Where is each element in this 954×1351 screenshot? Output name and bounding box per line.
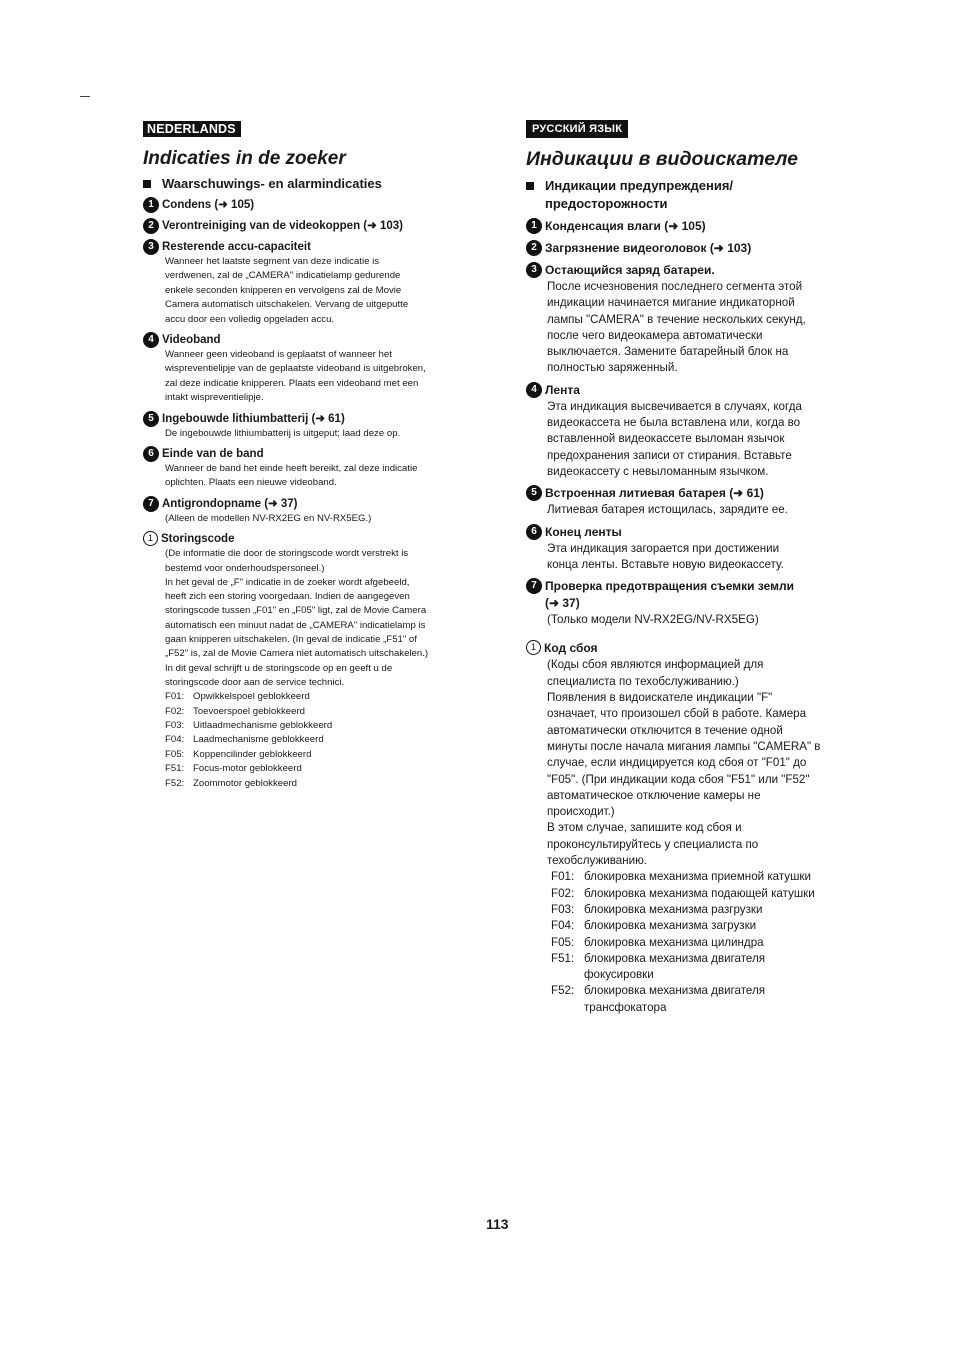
item-heading-text: Код сбоя [544, 641, 598, 656]
item-description: (Коды сбоя являются информацией для специалиста по техобслуживанию.) Появления в видоискателе индикации "F" означает, что произошел сбой в работе. Камера автоматически отключится в течение одной минуты после начала мигания лампы "CAMERA" в случае, если индицируется код сбоя от "F01" до "F05". (При индикации кода сбоя "F51" или "F52" автоматическое отключение камеры не происходит.) В этом случае, запишите код сбоя и проконсультируйтесь у специалиста по техобслуживанию. [547, 658, 821, 868]
section-heading [526, 177, 851, 213]
error-code: F02: [551, 886, 575, 900]
list-item [143, 496, 483, 526]
item-heading [143, 239, 483, 255]
error-code-meaning: блокировка механизма подающей катушки [584, 886, 815, 900]
error-code: F05: [165, 748, 185, 760]
error-code-row [165, 777, 483, 791]
item-heading [143, 531, 483, 547]
item-heading-text: Встроенная литиевая батарея (➜ 61) [545, 486, 764, 501]
page-title: Индикации в видоискателе [526, 148, 799, 170]
error-code: F03: [165, 720, 185, 732]
list-item [526, 485, 851, 518]
number-badge-icon: 3 [143, 239, 159, 255]
error-code: F52: [551, 984, 575, 998]
item-description: Эта индикация высвечивается в случаях, когда видеокассета не была вставлена или, когда во вставленной видеокассете выломан язычок предохранения записи от стирания. Вставьте видеокассету с невыломанным язычком. [547, 399, 802, 478]
error-code-section [526, 640, 851, 1016]
error-code-meaning: блокировка механизма загрузки [584, 919, 757, 933]
list-item [143, 411, 483, 441]
error-code: F01: [551, 870, 575, 884]
list-item [143, 197, 483, 213]
item-heading [143, 197, 483, 213]
number-badge-icon: 7 [526, 578, 542, 594]
error-code-meaning: блокировка механизма двигателя трансфокатора [584, 984, 766, 1014]
list-item [143, 239, 483, 327]
error-code: F01: [165, 691, 185, 703]
error-code-row [551, 951, 851, 984]
error-code-row [165, 690, 483, 704]
list-item [526, 218, 851, 235]
error-code-list [551, 869, 851, 1016]
list-item [526, 262, 851, 377]
item-description: (Только модели NV-RX2EG/NV-RX5EG) [547, 613, 759, 627]
item-heading-text: Конденсация влаги (➜ 105) [545, 219, 706, 233]
error-code-row [165, 705, 483, 719]
error-code-meaning: Koppencilinder geblokkeerd [193, 748, 312, 760]
error-code-meaning: блокировка механизма цилиндра [584, 935, 764, 949]
error-code-meaning: Zoommotor geblokkeerd [193, 777, 297, 789]
error-code-row [551, 886, 851, 902]
error-code: F04: [165, 734, 185, 746]
item-heading-text: Ingebouwde lithiumbatterij (➜ 61) [162, 412, 345, 425]
list-item [526, 240, 851, 257]
number-badge-icon: 3 [526, 262, 542, 278]
item-description: Эта индикация загорается при достижении конца ленты. Вставьте новую видеокассету. [547, 541, 784, 571]
item-heading-text: Einde van de band [162, 448, 264, 461]
item-heading-text: Storingscode [161, 533, 235, 546]
item-heading-text: Videoband [162, 334, 221, 347]
error-code-row [551, 869, 851, 885]
item-heading [143, 411, 483, 427]
number-badge-icon: 1 [143, 197, 159, 213]
language-label: NEDERLANDS [143, 121, 241, 137]
bullet-square-icon [143, 180, 151, 188]
item-heading-text: Загрязнение видеоголовок (➜ 103) [545, 241, 752, 255]
bullet-square-icon [526, 182, 534, 190]
item-heading [143, 332, 483, 348]
number-badge-icon: 7 [143, 496, 159, 512]
item-heading-text: Resterende accu-capaciteit [162, 241, 311, 253]
item-heading [526, 578, 851, 612]
error-code: F51: [165, 763, 185, 775]
number-badge-icon: 2 [143, 218, 159, 234]
list-item [143, 446, 483, 491]
item-heading [526, 382, 851, 399]
item-heading-text: Лента [545, 382, 580, 397]
item-heading-text: Остающийся заряд батареи. [545, 263, 715, 277]
error-code: F03: [551, 902, 575, 916]
item-description: Wanneer het laatste segment van deze indicatie is verdwenen, zal de „CAMERA" indicatielamp gedurende enkele seconden knipperen en vervolgens zal de Movie Camera automatisch uitschakelen. Vervang de uitgeputte accu door een volledig opgeladen accu. [165, 256, 409, 325]
number-badge-icon: 2 [526, 240, 542, 256]
item-heading [526, 262, 851, 279]
section-heading-text: Индикации предупреждения/ предосторожности [545, 178, 734, 211]
error-code-list [165, 690, 483, 791]
item-description: (Alleen de modellen NV-RX2EG en NV-RX5EG.) [165, 512, 372, 524]
column-dutch [143, 120, 483, 791]
error-code-row [165, 719, 483, 733]
item-heading [526, 640, 851, 657]
section-heading-text: Waarschuwings- en alarmindicaties [162, 176, 382, 191]
error-code-row [165, 762, 483, 776]
error-code: F04: [551, 919, 575, 933]
item-description: (De informatie die door de storingscode wordt verstrekt is bestemd voor onderhoudspersoneel.) In het geval de „F" indicatie in de zoeker wordt afgebeeld, heeft zich een storing voorgedaan. Indien de aangegeven storingscode tussen „F01" en „F05" ligt, zal de Movie Camera automatisch een minuut nadat de „CAMERA" indicatielamp is gaan knipperen uitschakelen. (In geval de indicatie „F51" of „F52" is, zal de Movie Camera niet automatisch uitschakelen.) In dit geval schrijft u de storingscode op en geeft u de storingscode door aan de service technici. [165, 548, 429, 688]
number-badge-icon: 5 [143, 411, 159, 427]
circled-number-icon: 1 [143, 531, 158, 546]
error-code-meaning: блокировка механизма приемной катушки [584, 870, 811, 884]
item-heading-text: Конец ленты [545, 524, 622, 539]
error-code-row [551, 935, 851, 951]
item-description: Литиевая батарея истощилась, зарядите ее. [547, 503, 788, 517]
number-badge-icon: 5 [526, 485, 542, 501]
error-code-row [551, 918, 851, 934]
error-code-meaning: Focus-motor geblokkeerd [193, 763, 302, 775]
item-heading-text: Проверка предотвращения съемки земли (➜ 37) [545, 579, 795, 611]
corner-mark [80, 96, 90, 97]
item-heading [526, 240, 851, 257]
item-heading [526, 524, 851, 541]
item-heading-text: Antigrondopname (➜ 37) [162, 497, 298, 510]
item-description: Wanneer geen videoband is geplaatst of wanneer het wispreventielipje van de geplaatste videoband is uitgebroken, zal deze indicatie knipperen. Plaats een videoband met een intakt wispreventielipje. [165, 349, 426, 404]
circled-number-icon: 1 [526, 640, 541, 655]
error-code: F05: [551, 935, 575, 949]
section-heading [143, 176, 483, 192]
number-badge-icon: 4 [143, 332, 159, 348]
error-code-row [551, 902, 851, 918]
item-description: Wanneer de band het einde heeft bereikt, zal deze indicatie oplichten. Plaats een nieuwe videoband. [165, 463, 418, 489]
item-heading [526, 485, 851, 502]
language-label: РУССКИЙ ЯЗЫК [526, 120, 628, 138]
list-item [526, 578, 851, 628]
error-code-section [143, 531, 483, 791]
error-code: F52: [165, 777, 185, 789]
list-item [143, 218, 483, 234]
error-code-row [165, 748, 483, 762]
list-item [526, 382, 851, 480]
error-code-meaning: блокировка механизма разгрузки [584, 902, 763, 916]
list-item [526, 524, 851, 574]
item-heading-text: Verontreiniging van de videokoppen (➜ 103) [162, 220, 403, 232]
error-code-meaning: Opwikkelspoel geblokkeerd [193, 691, 310, 703]
error-code-row [551, 983, 851, 1016]
item-heading [143, 218, 483, 234]
error-code-meaning: блокировка механизма двигателя фокусировки [584, 951, 766, 982]
item-heading [143, 446, 483, 462]
item-heading [526, 218, 851, 235]
item-heading-text: Condens (➜ 105) [162, 199, 255, 211]
item-description: После исчезновения последнего сегмента этой индикации начинается мигание индикаторной лампы "CAMERA" в течение нескольких секунд, после чего видеокамера автоматически выключается. Замените батарейный блок на полностью заряженный. [547, 280, 806, 375]
error-code: F51: [551, 951, 575, 965]
number-badge-icon: 1 [526, 218, 542, 234]
number-badge-icon: 6 [526, 524, 542, 540]
error-code: F02: [165, 705, 185, 717]
number-badge-icon: 6 [143, 446, 159, 462]
error-code-row [165, 733, 483, 747]
page-number: 113 [486, 1216, 509, 1232]
column-russian [526, 119, 851, 1016]
page-title: Indicaties in de zoeker [143, 148, 346, 169]
item-description: De ingebouwde lithiumbatterij is uitgeput; laad deze op. [165, 427, 401, 439]
error-code-meaning: Uitlaadmechanisme geblokkeerd [193, 720, 333, 732]
item-heading [143, 496, 483, 512]
number-badge-icon: 4 [526, 382, 542, 398]
error-code-meaning: Laadmechanisme geblokkeerd [193, 734, 324, 746]
list-item [143, 332, 483, 406]
error-code-meaning: Toevoerspoel geblokkeerd [193, 705, 305, 717]
